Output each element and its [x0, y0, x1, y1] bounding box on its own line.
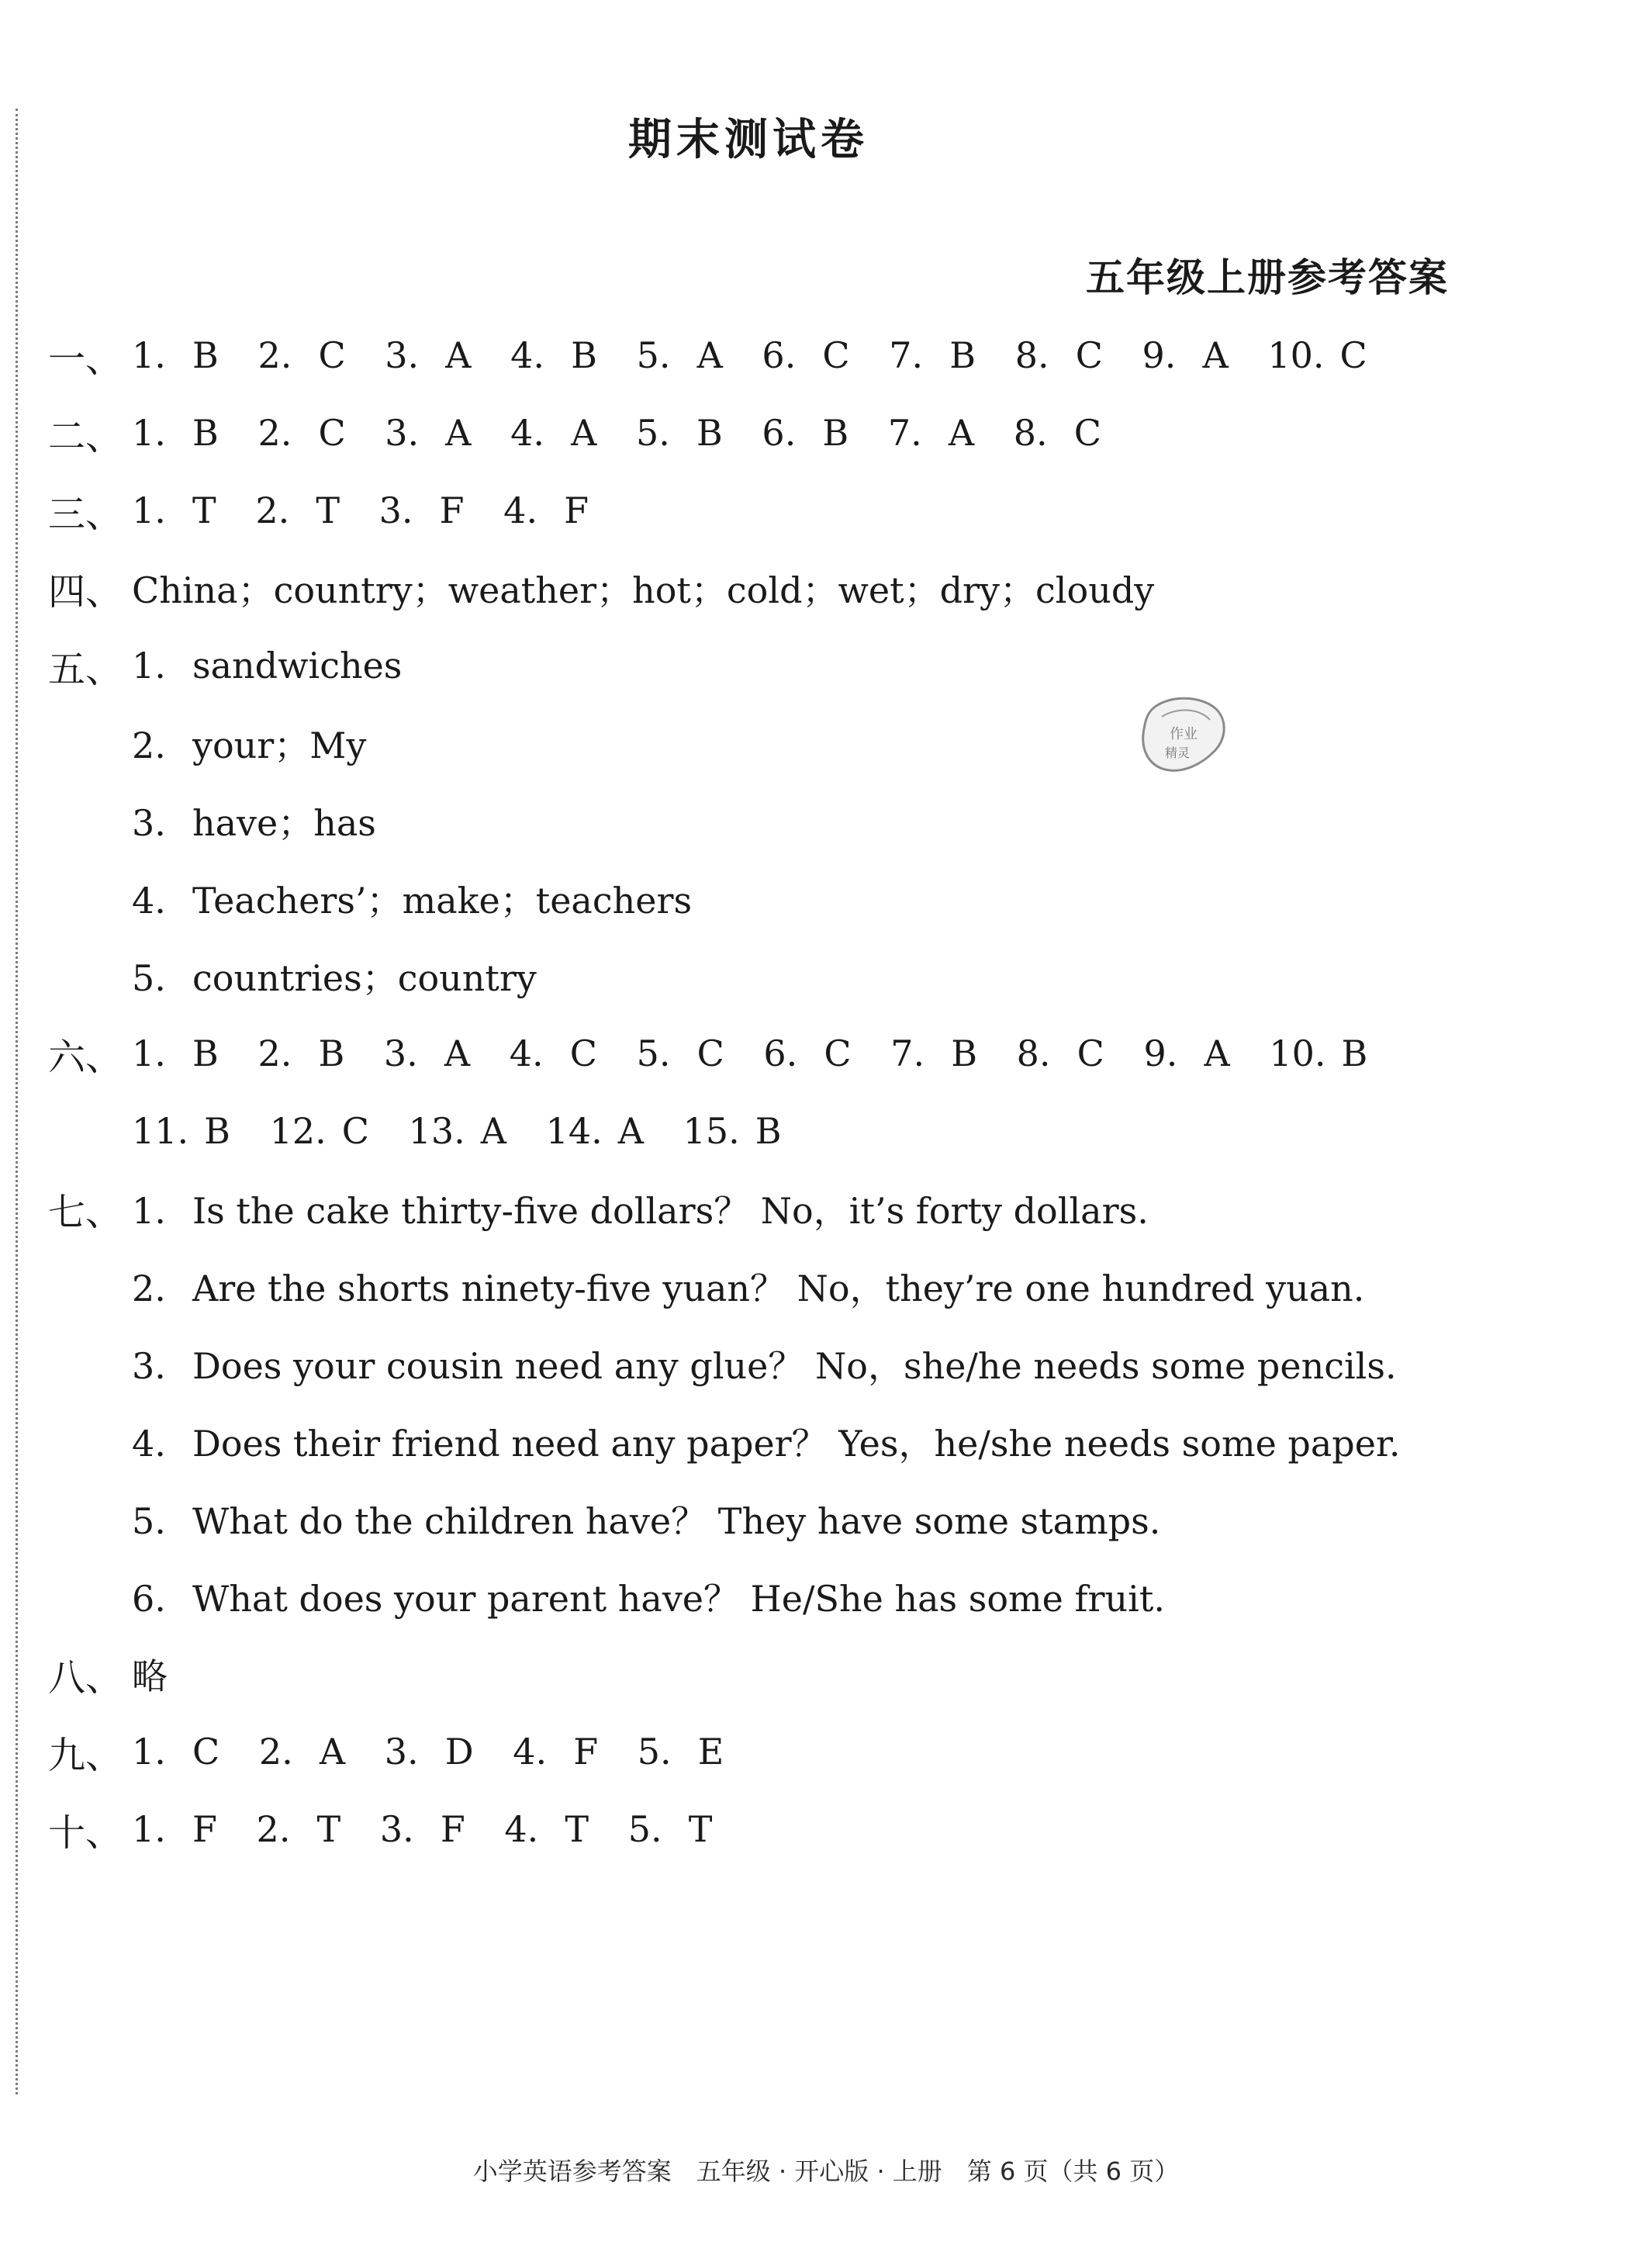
answer-item: 7. B — [890, 1032, 978, 1074]
answer-item: 3. Does your cousin need any glue？ No，she/he needs some pencils. — [132, 1345, 1397, 1387]
answer-item: 3. have；has — [132, 802, 376, 844]
section-10-row — [48, 1790, 1460, 1868]
section-8-text: 略 — [132, 1655, 168, 1697]
answer-item: 2. your；My — [132, 725, 367, 766]
answer-item: 1. B — [132, 412, 219, 454]
svg-text:作业: 作业 — [1170, 726, 1198, 742]
answer-item: 12. C — [269, 1110, 369, 1152]
answer-item: 5. E — [637, 1731, 724, 1773]
answer-item: 8. C — [1014, 334, 1103, 376]
section-7-row — [48, 1170, 1460, 1247]
section-7-row — [48, 1558, 1460, 1635]
section-5-row — [48, 859, 1460, 937]
section-7-row — [48, 1247, 1460, 1325]
answer-item: 14. A — [545, 1110, 644, 1152]
answer-item: 3. F — [378, 489, 465, 531]
section-label: 二、 — [48, 414, 123, 458]
section-5-row — [48, 782, 1460, 859]
answer-item: 3. F — [379, 1808, 465, 1850]
answer-item: 6. B — [762, 412, 849, 454]
section-7-row — [48, 1325, 1460, 1403]
answer-item: 8. C — [1013, 412, 1101, 454]
logo-stamp-icon — [1139, 693, 1230, 779]
answer-item: 3. D — [384, 1731, 474, 1773]
answer-item: 5. countries；country — [132, 957, 537, 999]
page-subtitle: 五年级上册参考答案 — [1086, 255, 1449, 300]
section-7-row — [48, 1480, 1460, 1558]
answer-item: 15. B — [683, 1110, 782, 1152]
answer-item: 9. A — [1142, 334, 1229, 376]
section-5-row — [48, 704, 1460, 782]
answer-item: 1. B — [132, 1032, 219, 1074]
section-2-row — [48, 394, 1460, 472]
answer-item: 1. T — [132, 489, 216, 531]
answer-item: 7. B — [889, 334, 976, 376]
answer-item: 1. B — [132, 334, 219, 376]
binding-dotted-line — [16, 109, 18, 2094]
answer-item: 6. C — [763, 1032, 852, 1074]
section-8-row — [48, 1635, 1460, 1713]
answer-item: 5. A — [636, 334, 723, 376]
section-1-row — [48, 316, 1460, 394]
answer-item: 7. A — [887, 412, 975, 454]
answer-item: 2. C — [257, 334, 346, 376]
answer-item: 1. Is the cake thirty-five dollars？ No，it’s forty dollars. — [132, 1190, 1149, 1232]
section-6-items — [132, 1032, 1395, 1074]
section-label: 三、 — [48, 492, 123, 536]
section-9-items — [132, 1731, 752, 1773]
answer-item: 4. B — [510, 334, 597, 376]
section-label: 六、 — [48, 1035, 123, 1079]
answer-item: 2. Are the shorts ninety-five yuan？ No，they’re one hundred yuan. — [132, 1268, 1365, 1309]
answer-item: 4. A — [510, 412, 597, 454]
answer-item: 2. T — [256, 1808, 341, 1850]
section-label: 五、 — [48, 647, 123, 691]
answer-item: 10. C — [1267, 334, 1367, 376]
answer-item: 9. A — [1143, 1032, 1230, 1074]
answer-item: 4. Does their friend need any paper？ Yes，he/she needs some paper. — [132, 1423, 1401, 1465]
answer-item: 13. A — [408, 1110, 506, 1152]
answer-item: 5. What do the children have？ They have some stamps. — [132, 1500, 1161, 1542]
answer-item: 2. C — [257, 412, 346, 454]
answer-item: 4. C — [509, 1032, 597, 1074]
section-2-items — [132, 412, 1129, 454]
section-6-row — [48, 1015, 1460, 1092]
answer-item: 6. C — [762, 334, 850, 376]
section-6-items — [132, 1110, 810, 1152]
section-label: 八、 — [48, 1655, 123, 1700]
section-5-row — [48, 627, 1460, 704]
section-10-items — [132, 1808, 740, 1850]
svg-text:精灵: 精灵 — [1164, 745, 1191, 760]
answer-item: 3. A — [385, 412, 472, 454]
section-5-row — [48, 937, 1460, 1015]
section-4-text: China；country；weather；hot；cold；wet；dry；cloudy — [132, 569, 1155, 611]
page-footer: 小学英语参考答案 五年级 · 开心版 · 上册 第 6 页（共 6 页） — [472, 2157, 1180, 2186]
answer-key — [48, 316, 1460, 1868]
section-label: 七、 — [48, 1190, 123, 1234]
answer-item: 5. B — [635, 412, 723, 454]
page-title: 期末测试卷 — [628, 115, 869, 165]
section-label: 九、 — [48, 1733, 123, 1777]
answer-item: 1. sandwiches — [132, 645, 403, 687]
answer-item: 6. What does your parent have？ He/She has some fruit. — [132, 1578, 1165, 1620]
section-label: 十、 — [48, 1811, 123, 1855]
answer-item: 10. B — [1269, 1032, 1368, 1074]
answer-item: 4. F — [503, 489, 589, 531]
section-6-row — [48, 1092, 1460, 1170]
answer-item: 1. C — [132, 1731, 220, 1773]
answer-item: 11. B — [132, 1110, 230, 1152]
answer-item: 3. A — [385, 334, 472, 376]
answer-item: 1. F — [132, 1808, 217, 1850]
answer-item: 5. C — [636, 1032, 724, 1074]
section-1-items — [132, 334, 1395, 376]
section-3-items — [132, 489, 617, 531]
answer-item: 2. T — [255, 489, 340, 531]
section-4-row — [48, 549, 1460, 627]
answer-item: 2. B — [257, 1032, 345, 1074]
section-7-row — [48, 1403, 1460, 1480]
section-3-row — [48, 472, 1460, 549]
answer-item: 5. T — [627, 1808, 713, 1850]
answer-item: 4. Teachers’；make；teachers — [132, 880, 693, 922]
answer-item: 4. T — [504, 1808, 589, 1850]
section-label: 四、 — [48, 569, 123, 614]
section-label: 一、 — [48, 337, 123, 381]
answer-item: 2. A — [258, 1731, 346, 1773]
answer-item: 4. F — [513, 1731, 599, 1773]
answer-item: 8. C — [1016, 1032, 1104, 1074]
answer-item: 3. A — [383, 1032, 471, 1074]
section-9-row — [48, 1713, 1460, 1790]
